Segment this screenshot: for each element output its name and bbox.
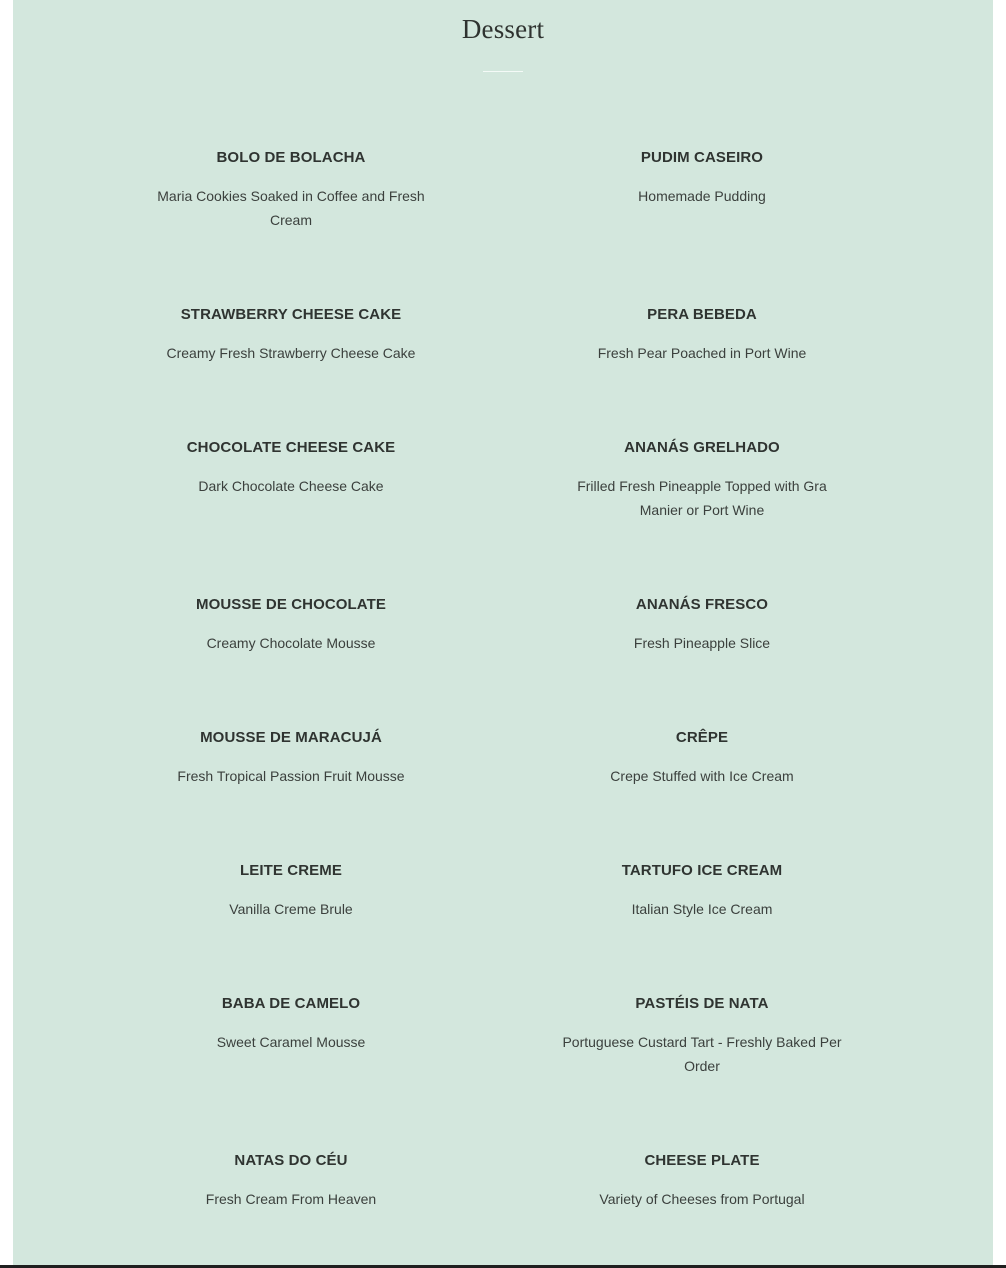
menu-item-name: NATAS DO CÉU bbox=[234, 1152, 348, 1169]
menu-item bbox=[547, 729, 857, 788]
menu-item bbox=[136, 862, 446, 921]
menu-item-description: Italian Style Ice Cream bbox=[631, 901, 773, 917]
menu-item-name: PASTÉIS DE NATA bbox=[635, 995, 769, 1012]
menu-item bbox=[547, 439, 857, 522]
page-title: Dessert bbox=[461, 14, 545, 44]
menu-item-name: MOUSSE DE MARACUJÁ bbox=[200, 729, 382, 746]
menu-item-description: Portuguese Custard Tart - Freshly Baked Per Order bbox=[562, 1034, 842, 1074]
menu-item-description: Fresh Tropical Passion Fruit Mousse bbox=[177, 768, 405, 784]
menu-item-name: TARTUFO ICE CREAM bbox=[621, 862, 783, 879]
menu-item-name: LEITE CREME bbox=[240, 862, 342, 879]
menu-item-description: Sweet Caramel Mousse bbox=[216, 1034, 366, 1050]
menu-item-description: Variety of Cheeses from Portugal bbox=[599, 1191, 805, 1207]
menu-item bbox=[136, 995, 446, 1054]
menu-item-name: PUDIM CASEIRO bbox=[640, 149, 764, 166]
menu-item-name: BABA DE CAMELO bbox=[221, 995, 361, 1012]
menu-item-description: Fresh Pineapple Slice bbox=[633, 635, 771, 651]
menu-item-name: CHEESE PLATE bbox=[644, 1152, 760, 1169]
menu-item-description: Vanilla Creme Brule bbox=[229, 901, 353, 917]
menu-item bbox=[136, 306, 446, 365]
menu-item bbox=[547, 995, 857, 1078]
menu-item bbox=[547, 149, 857, 208]
menu-item-name: MOUSSE DE CHOCOLATE bbox=[196, 596, 386, 613]
title-divider bbox=[483, 71, 523, 72]
menu-item-name: ANANÁS GRELHADO bbox=[624, 439, 780, 456]
menu-item bbox=[136, 439, 446, 498]
menu-item bbox=[547, 1152, 857, 1211]
menu-item bbox=[136, 149, 446, 232]
menu-item-description: Maria Cookies Soaked in Coffee and Fresh Cream bbox=[157, 188, 425, 228]
menu-item-description: Crepe Stuffed with Ice Cream bbox=[610, 768, 794, 784]
menu-item bbox=[547, 862, 857, 921]
menu-item-name: BOLO DE BOLACHA bbox=[216, 149, 366, 166]
menu-item bbox=[136, 729, 446, 788]
menu-item-description: Fresh Cream From Heaven bbox=[205, 1191, 377, 1207]
menu-item bbox=[136, 596, 446, 655]
menu-item-name: PERA BEBEDA bbox=[647, 306, 757, 323]
menu-item-description: Dark Chocolate Cheese Cake bbox=[198, 478, 384, 494]
menu-item-description: Creamy Chocolate Mousse bbox=[206, 635, 376, 651]
menu-item-description: Fresh Pear Poached in Port Wine bbox=[597, 345, 807, 361]
menu-item-name: CRÊPE bbox=[675, 729, 729, 746]
menu-item-name: CHOCOLATE CHEESE CAKE bbox=[186, 439, 396, 456]
menu-item-description: Creamy Fresh Strawberry Cheese Cake bbox=[166, 345, 416, 361]
menu-item-description: Frilled Fresh Pineapple Topped with Gra Manier or Port Wine bbox=[577, 478, 827, 518]
menu-item-name: ANANÁS FRESCO bbox=[635, 596, 769, 613]
menu-item bbox=[547, 596, 857, 655]
menu-item-name: STRAWBERRY CHEESE CAKE bbox=[180, 306, 402, 323]
menu-item bbox=[547, 306, 857, 365]
menu-item bbox=[136, 1152, 446, 1211]
menu-item-description: Homemade Pudding bbox=[638, 188, 766, 204]
